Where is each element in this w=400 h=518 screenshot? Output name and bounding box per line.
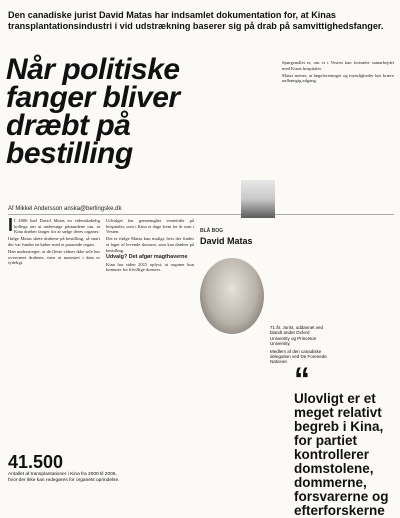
column-middle xyxy=(106,218,194,275)
paragraph: Udvalget har gennemgået ventetider på hospitaler, som i Kina er dage frem for år som i Vesten. xyxy=(106,218,194,235)
divider xyxy=(8,214,394,215)
paragraph: Kina har siden 2015 oplyst, at organer kun kommer fra frivillige donorer. xyxy=(106,261,194,273)
sidebar-label: BLÅ BOG xyxy=(200,228,224,234)
author-portrait-image xyxy=(241,180,275,218)
pull-quote: Ulovligt er et meget relativt begreb i Kina, for partiet kontrollerer domstolene, dommerne, forsvarerne og efterforskerne xyxy=(294,391,389,518)
stat-number: 41.500 xyxy=(8,452,64,472)
paragraph: Det er ifølge Matas kun muligt, hvis der findes et lager af levende donorer, som kan dræbes på bestilling. xyxy=(106,236,194,253)
paragraph: I I 2006 bad David Matas en videnskabelig kollega om at undersøge påstandene om, at Kina dræber fanger for at sælge deres organer. xyxy=(8,215,100,235)
david-matas-portrait-image xyxy=(200,258,264,334)
stat-text: Antallet af transplantationer i Kina fra 2000 til 2006, hvor der ikke kan redegøres for organets oprindelse. xyxy=(8,472,120,483)
paragraph: Han understreger, at de fleste vidner ikke selv har overværet drabene, men at mønstret i data er tydeligt. xyxy=(8,249,100,266)
bio-paragraph: Medlem af den canadiske delegation ved De Forenede Nationer. xyxy=(270,348,327,365)
dropcap: I xyxy=(8,215,14,235)
sidebar-name: David Matas xyxy=(200,236,253,246)
headline: Når politiske fanger bliver dræbt på bestilling xyxy=(6,53,180,170)
paragraph: Ifølge Matas skete drabene på bestilling, så snart der var fundet en køber med et passende organ. xyxy=(8,236,100,247)
quote-mark-icon: “ xyxy=(294,361,310,397)
paragraph: Matas mener, at lægeforeninger og myndigheder bør kræve uafhængig adgang. xyxy=(282,72,394,84)
subheading: Udvalg? Det afgør magthaverne xyxy=(106,254,188,261)
bio-paragraph: 71 år. Jurist, uddannet ved blandt andet Oxford University og Princeton University. xyxy=(270,325,324,347)
paragraph: Spørgsmålet er, om vi i Vesten kan fortsætte samarbejdet med Kinas hospitaler. xyxy=(282,60,394,71)
column-right xyxy=(282,60,394,86)
column-left xyxy=(8,215,100,268)
intro-text: Den canadiske jurist David Matas har indsamlet dokumentation for, at Kinas transplantationsindustri i vid udstrækning baserer sig på drab på samvittighedsfanger. xyxy=(8,10,384,31)
byline: Af Mikkel Andersson anska@berlingske.dk xyxy=(8,206,122,212)
